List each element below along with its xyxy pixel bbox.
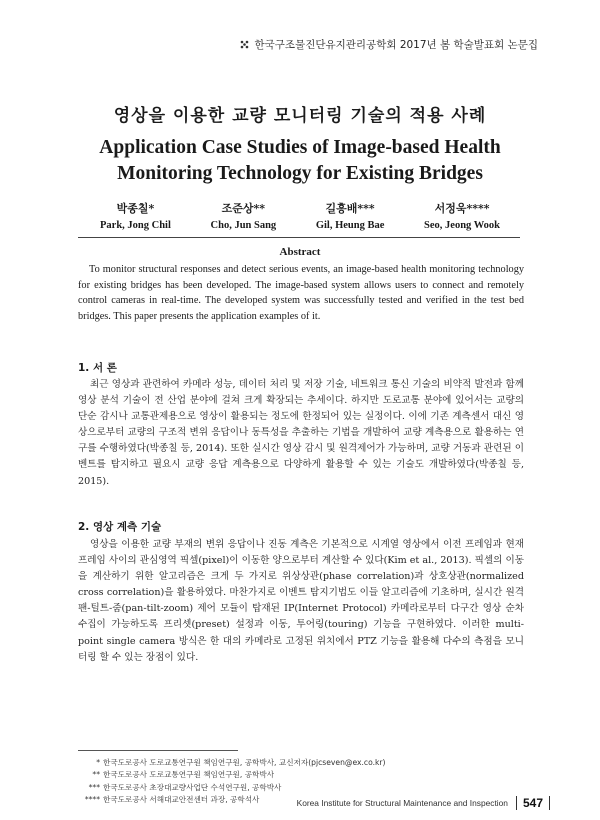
footnote-mark: * [96,758,100,767]
author-name-korean: 서정욱**** [434,202,490,215]
publisher-name: Korea Institute for Structural Maintenance and Inspection [296,798,508,808]
footnote-mark: ** [92,770,100,780]
title-korean: 영상을 이용한 교량 모니터링 기술의 적용 사례 [113,106,487,126]
section-heading-introduction: 1. 서 론 [78,362,117,374]
title-english: Application Case Studies of Image-based Health Monitoring Technology for Existing Bridges [99,137,501,184]
footnote-text: 한국도로공사 도로교통연구원 책임연구원, 공학박사 [103,770,275,780]
abstract-text: To monitor structural responses and detect serious events, an image-based health monitoring technology for existing bridges has been developed. The image-based system allows users to connect and remotely control cameras in real-time. The developed system was successfully tested and verified in the test bed bridges. This paper presents the application examples of it. [78,264,524,322]
author [211,200,277,231]
journal-name: 한국구조물진단유지관리공학회 2017년 봄 학술발표회 논문집 [254,39,538,51]
footnote-divider [78,750,238,751]
section-body-introduction: 최근 영상과 관련하여 카메라 성능, 데이터 처리 및 저장 기술, 네트워크 통신 기술의 비약적 발전과 함께 영상 분석 기술이 전 산업 분야에 걸쳐 크게 확장되는 추세이다. 하지만 도로교통 분야에 있어서는 교량의 단순 감시나 교통관제용으로 영상이 활용되는 정도에 한정되어 있는 실정이다. 이에 기존 계측센서 대신 영상으로부터 교량의 구조적 변위 응답이나 동특성을 추출하는 기법을 개발하여 교량 계측용으로 활용하는 연구를 수행하였다(박종칠 등, 2014). 또한 실시간 영상 감시 및 원격제어가 가능하며, 교량 거동과 관련된 이벤트를 탐지하고 필요시 교량 응답 계측용으로 다양하게 활용할 수 있는 기술도 개발하였다(박종칠 등, 2015). [78,379,524,487]
footnote-mark: **** [84,795,100,805]
author-name-english: Park, Jong Chil [100,220,171,231]
footnote-text: 한국도로공사 초장대교량사업단 수석연구원, 공학박사 [103,782,282,792]
author-name-korean: 길흥배*** [325,202,375,215]
author [100,200,171,231]
author-list [100,200,500,231]
page-number: 547 [516,796,550,810]
section-heading-image-measurement: 2. 영상 계측 기술 [78,521,162,533]
author-name-korean: 조준상** [221,202,266,215]
section-body-image-measurement: 영상을 이용한 교량 부재의 변위 응답이나 진동 계측은 기본적으로 시계열 영상에서 이전 프레임과 현재 프레임 사이의 관심영역 픽셀(pixel)이 이동한 양으로부터 계산할 수 있다(Kim et al., 2013). 픽셀의 이동을 계산하기 위한 알고리즘은 크게 두 가지로 위상상관(phase correlation)과 상호상관(normalized cross correlation)을 활용하였다. 마찬가지로 이벤트 탐지기법도 이들 알고리즘에 기초하며, 실시간 원격 팬-틸트-줌(pan-tilt-zoom) 제어 모듈이 탑재된 IP(Internet Protocol) 카메라로부터 다구간 영상 순차 수집이 가능하도록 프리셋(preset) 설정과 이동, 투어링(touring) 기능을 구현하였다. 이러한 multi-point single camera 방식은 한 대의 카메라로 고정된 위치에서 PTZ 기능을 활용해 다수의 측점을 모니터링 할 수 있는 장점이 있다. [78,539,524,663]
author-name-korean: 박종칠* [116,202,155,215]
abstract-heading: Abstract [279,246,321,258]
journal-header [239,37,538,52]
author [316,200,385,231]
author-name-english: Cho, Jun Sang [210,220,277,231]
footnote-text: 한국도로공사 도로교통연구원 책임연구원, 공학박사, 교신저자(pjcseven@ex.co.kr) [103,758,386,767]
author [424,200,500,231]
author-name-english: Gil, Heung Bae [315,220,385,231]
divider [78,237,520,238]
author-name-english: Seo, Jeong Wook [424,220,500,231]
footnote-mark: *** [88,782,100,792]
society-logo-icon [239,39,250,50]
footnote [78,782,386,794]
footnote [78,769,386,781]
footnote [78,757,386,769]
page-footer [297,796,550,810]
footnote-text: 한국도로공사 서해대교안전센터 과장, 공학석사 [103,795,260,805]
